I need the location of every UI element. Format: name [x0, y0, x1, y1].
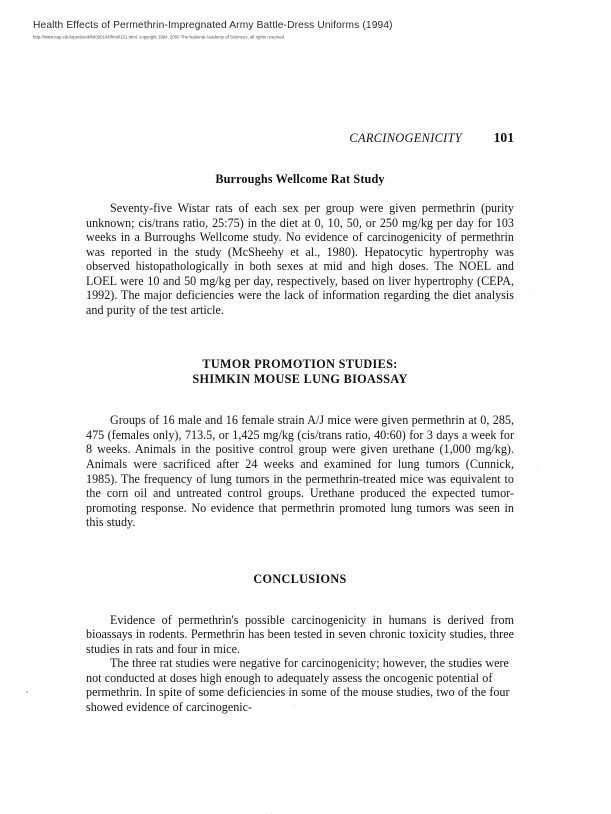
heading-burroughs-wellcome-rat-study: Burroughs Wellcome Rat Study [215, 172, 385, 186]
paragraph-shimkin-bioassay: Groups of 16 male and 16 female strain A/J mice were given permethrin at 0, 285, 475 (females only), 713.5, or 1,425 mg/kg (cis/trans ratio, 40:60) for 3 days a week for 8 weeks. Animals in the positive control group were given urethane (1,000 mg/kg). Animals were sacrificed after 24 weeks and examined for lung tumors (Cunnick, 1985). The frequency of lung tumors in the permethrin-treated mice was equivalent to the corn oil and untreated control groups. Urethane produced the expected tumor-promoting response. No evidence that permethrin promoted lung tumors was seen in this study. [86, 413, 514, 530]
page-number: 101 [493, 130, 514, 145]
spacer-after-conclusions [86, 587, 514, 613]
running-head [86, 130, 514, 146]
scan-banner [33, 20, 573, 40]
running-head-title: CARCINOGENICITY [349, 131, 462, 145]
scan-banner-title: Health Effects of Permethrin-Impregnated Army Battle-Dress Uniforms (1994) [33, 20, 393, 31]
spacer-before-conclusions [86, 530, 514, 572]
paragraph-conclusions-2: The three rat studies were negative for carcinogenicity; however, the studies were not conducted at doses high enough to adequately assess the oncogenic potential of permethrin. In spite of some deficiencies in some of the mouse studies, two of the four showed evidence of carcinogenic- [86, 656, 510, 715]
paragraph-burroughs-study: Seventy-five Wistar rats of each sex per group were given permethrin (purity unknown; cis/trans ratio, 25:75) in the diet at 0, 10, 50, or 250 mg/kg per day for 103 weeks in a Burroughs Wellcome study. No evidence of carcinogenicity of permethrin was reported in the study (McSheehy et al., 1980). Hepatocytic hypertrophy was observed histopathologically in both sexes at mid and high doses. The NOEL and LOEL were 10 and 50 mg/kg per day, respectively, based on liver hypertrophy (CEPA, 1992). The major deficiencies were the lack of information regarding the diet analysis and purity of the test article. [86, 201, 514, 317]
page-text-block [86, 130, 514, 715]
spacer-before-tumor-section [86, 317, 514, 357]
scan-speckle [26, 691, 28, 693]
scan-speckle [530, 290, 531, 291]
heading-tumor-promotion-line2: SHIMKIN MOUSE LUNG BIOASSAY [192, 372, 408, 387]
heading-tumor-promotion-studies [86, 357, 514, 387]
spacer-after-tumor-section [86, 387, 514, 413]
scan-banner-url: http://www.nap.edu/openbook/NI000104/html/101.html, copyright 1994, 2000 The National Academy of Sciences, all rights reserved [33, 34, 285, 40]
heading-conclusions: CONCLUSIONS [253, 571, 347, 586]
paragraph-conclusions-1: Evidence of permethrin's possible carcinogenicity in humans is derived from bioassays in rodents. Permethrin has been tested in seven chronic toxicity studies, three studies in rats and four in mice. [86, 612, 514, 656]
scan-speckle [536, 468, 537, 469]
heading-tumor-promotion-line1: TUMOR PROMOTION STUDIES: [202, 357, 398, 372]
